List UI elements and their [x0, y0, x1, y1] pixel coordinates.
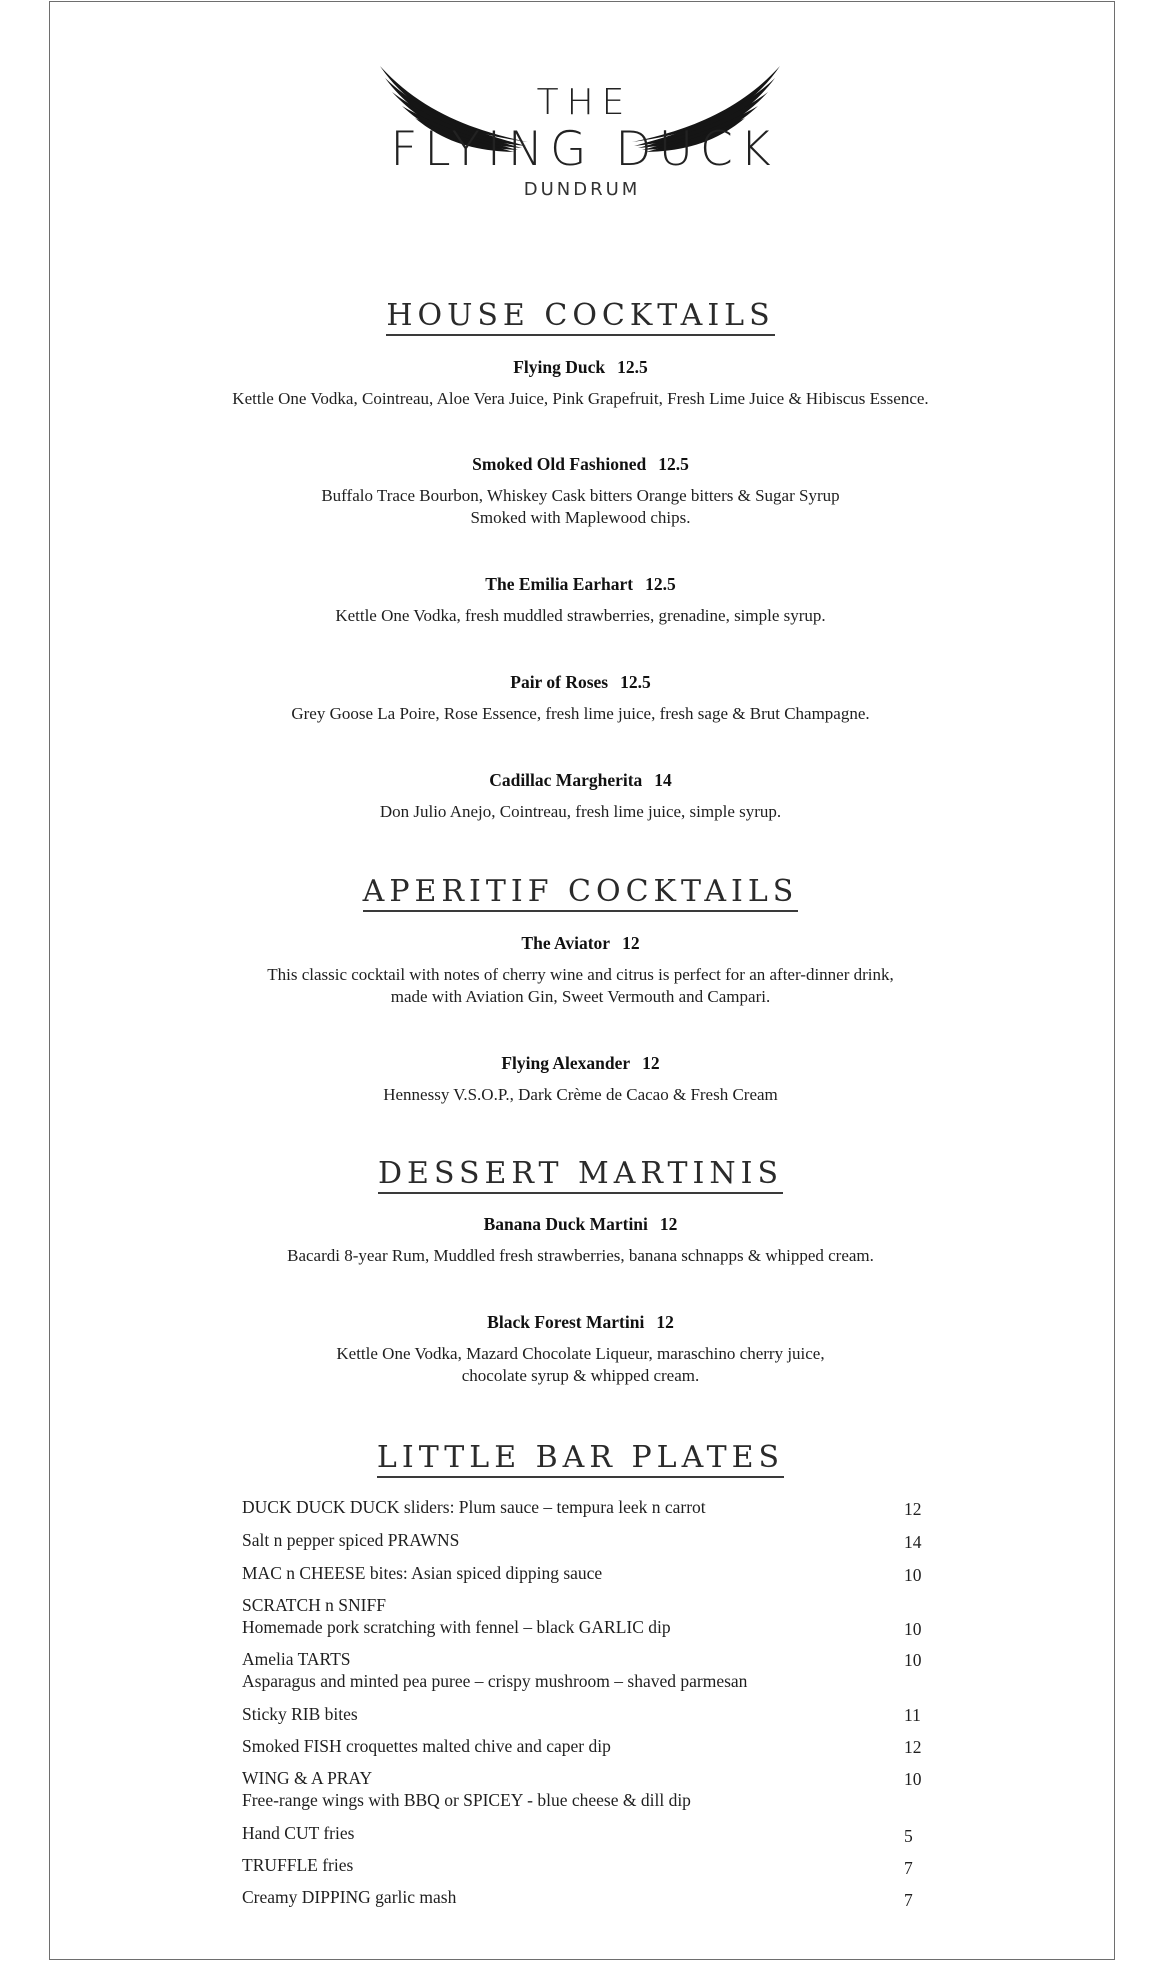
plate-price: 5 — [904, 1826, 913, 1846]
menu-item — [0, 671, 1161, 725]
menu-item — [0, 1213, 1161, 1267]
list-item — [242, 1854, 932, 1876]
list-item — [242, 1529, 932, 1551]
section-title-little-bar-plates: LITTLE BAR PLATES — [0, 1440, 1161, 1475]
plate-price: 12 — [904, 1737, 922, 1757]
menu-item — [0, 573, 1161, 627]
plate-name: Amelia TARTS — [242, 1649, 351, 1669]
item-name: Banana Duck Martini — [483, 1214, 648, 1234]
menu-item — [0, 453, 1161, 529]
plate-price: 10 — [904, 1769, 922, 1789]
item-description: Grey Goose La Poire, Rose Essence, fresh lime juice, fresh sage & Brut Champagne. — [291, 704, 870, 723]
item-description: Kettle One Vodka, fresh muddled strawberries, grenadine, simple syrup. — [335, 606, 826, 625]
list-item — [242, 1822, 932, 1844]
plate-price: 10 — [904, 1619, 922, 1639]
item-name: Black Forest Martini — [487, 1312, 645, 1332]
plate-name: Hand CUT fries — [242, 1823, 355, 1843]
plate-name: WING & A PRAY — [242, 1768, 373, 1788]
list-item — [242, 1767, 932, 1811]
plate-price: 14 — [904, 1532, 922, 1552]
item-name: Cadillac Margherita — [489, 770, 643, 790]
item-description: This classic cocktail with notes of cherry wine and citrus is perfect for an after-dinner drink, — [267, 965, 894, 984]
list-item — [242, 1496, 932, 1518]
item-name: The Aviator — [521, 933, 611, 953]
plate-description: Free-range wings with BBQ or SPICEY - blue cheese & dill dip — [242, 1790, 691, 1810]
plate-name: DUCK DUCK DUCK sliders: Plum sauce – tempura leek n carrot — [242, 1497, 706, 1517]
item-price: 12.5 — [617, 357, 648, 377]
item-name: Smoked Old Fashioned — [472, 454, 647, 474]
item-description: Bacardi 8-year Rum, Muddled fresh strawberries, banana schnapps & whipped cream. — [287, 1246, 874, 1265]
menu-item — [0, 356, 1161, 410]
section-title-aperitif-cocktails: APERITIF COCKTAILS — [0, 874, 1161, 909]
list-item — [242, 1886, 932, 1908]
item-price: 12 — [659, 1214, 678, 1234]
item-description: Buffalo Trace Bourbon, Whiskey Cask bitters Orange bitters & Sugar Syrup — [321, 486, 840, 505]
item-price: 12 — [642, 1053, 660, 1073]
item-description: Kettle One Vodka, Mazard Chocolate Liqueur, maraschino cherry juice, — [336, 1344, 825, 1363]
plate-name: Sticky RIB bites — [242, 1704, 358, 1724]
list-item — [242, 1648, 932, 1692]
plate-name: Salt n pepper spiced PRAWNS — [242, 1530, 460, 1550]
menu-item — [0, 1311, 1161, 1387]
item-description: Smoked with Maplewood chips. — [470, 508, 691, 527]
plate-name: MAC n CHEESE bites: Asian spiced dipping sauce — [242, 1563, 603, 1583]
item-price: 12.5 — [620, 672, 651, 692]
item-price: 12.5 — [645, 574, 676, 594]
list-item — [242, 1735, 932, 1757]
plate-name: TRUFFLE fries — [242, 1855, 354, 1875]
plate-name: Creamy DIPPING garlic mash — [242, 1887, 457, 1907]
item-description: chocolate syrup & whipped cream. — [461, 1366, 700, 1385]
item-description: Hennessy V.S.O.P., Dark Crème de Cacao & Fresh Cream — [383, 1085, 778, 1104]
plate-price: 7 — [904, 1890, 913, 1910]
plate-price: 7 — [904, 1858, 913, 1878]
menu-item — [0, 769, 1161, 823]
plate-description: Asparagus and minted pea puree – crispy mushroom – shaved parmesan — [242, 1671, 748, 1691]
list-item — [242, 1703, 932, 1725]
logo-the: THE — [536, 82, 633, 123]
logo-name: FLYING DUCK — [390, 122, 778, 177]
item-name: Pair of Roses — [510, 672, 609, 692]
plate-price: 12 — [904, 1499, 922, 1519]
plate-price: 10 — [904, 1565, 922, 1585]
plate-description: Homemade pork scratching with fennel – black GARLIC dip — [242, 1617, 671, 1637]
plate-name: Smoked FISH croquettes malted chive and caper dip — [242, 1736, 611, 1756]
item-price: 12.5 — [658, 454, 689, 474]
item-description: Kettle One Vodka, Cointreau, Aloe Vera Juice, Pink Grapefruit, Fresh Lime Juice & Hibiscus Essence. — [232, 389, 929, 408]
item-price: 12 — [622, 933, 640, 953]
menu-item — [0, 1052, 1161, 1106]
item-description: Don Julio Anejo, Cointreau, fresh lime juice, simple syrup. — [379, 802, 782, 821]
section-title-house-cocktails: HOUSE COCKTAILS — [0, 298, 1161, 333]
item-price: 12 — [656, 1312, 674, 1332]
item-name: Flying Alexander — [501, 1053, 631, 1073]
item-price: 14 — [654, 770, 672, 790]
plate-name: SCRATCH n SNIFF — [242, 1595, 386, 1615]
item-name: Flying Duck — [513, 357, 606, 377]
item-description: made with Aviation Gin, Sweet Vermouth and Campari. — [390, 987, 771, 1006]
logo — [0, 30, 1161, 210]
bar-plates-list — [242, 1496, 932, 1908]
list-item — [242, 1562, 932, 1584]
plate-price: 11 — [904, 1705, 921, 1725]
menu-item — [0, 932, 1161, 1008]
section-title-dessert-martinis: DESSERT MARTINIS — [0, 1156, 1161, 1191]
plate-price: 10 — [904, 1650, 922, 1670]
item-name: The Emilia Earhart — [485, 574, 634, 594]
logo-location: DUNDRUM — [523, 179, 641, 200]
list-item — [242, 1594, 932, 1638]
